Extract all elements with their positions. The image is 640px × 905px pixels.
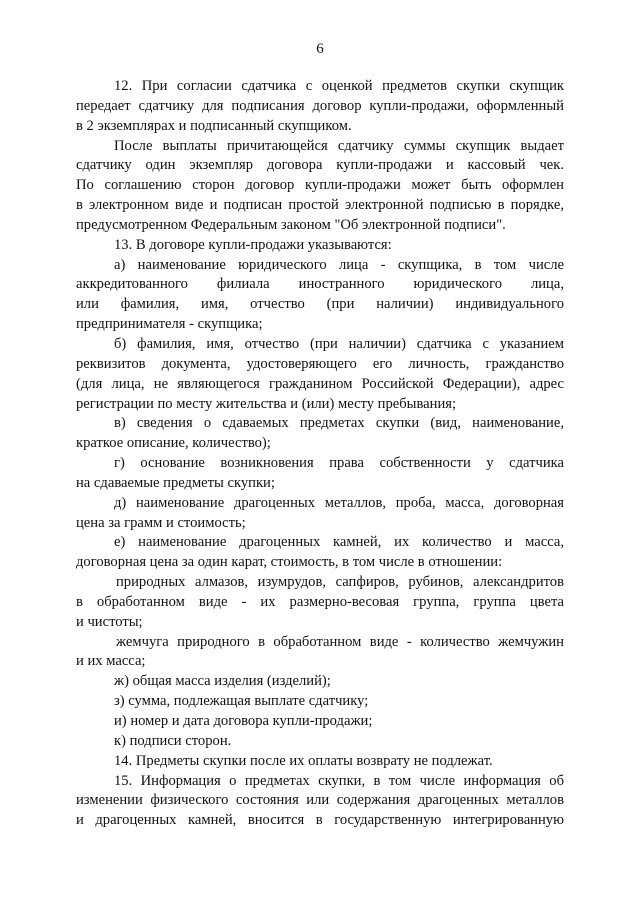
text-line: а) наименование юридического лица - скупщика, в том числе xyxy=(114,256,564,273)
text-line: изменении физического состояния или содержания драгоценных металлов xyxy=(76,792,564,809)
text-line: краткое описание, количество); xyxy=(76,435,271,452)
text-line: в обработанном виде - их размерно-весовая группа, группа цвета xyxy=(76,593,564,610)
text-line: сдатчику один экземпляр договора купли-продажи и кассовый чек. xyxy=(76,157,564,174)
text-line: в) сведения о сдаваемых предметах скупки (вид, наименование, xyxy=(114,415,564,432)
text-line: з) сумма, подлежащая выплате сдатчику; xyxy=(114,693,369,710)
text-line: По соглашению сторон договор купли-продажи может быть оформлен xyxy=(76,177,564,194)
text-line: реквизитов документа, удостоверяющего его личность, гражданство xyxy=(76,355,564,372)
text-line: аккредитованного филиала иностранного юридического лица, xyxy=(76,276,564,293)
text-line: е) наименование драгоценных камней, их количество и масса, xyxy=(114,534,564,551)
text-line: жемчуга природного в обработанном виде - количество жемчужин xyxy=(116,633,564,650)
text-line: (для лица, не являющегося гражданином Российской Федерации), адрес xyxy=(76,375,564,392)
text-line: и их масса; xyxy=(76,653,146,670)
text-line: 15. Информация о предметах скупки, в том числе информация об xyxy=(114,772,564,789)
text-line: в 2 экземплярах и подписанный скупщиком. xyxy=(76,117,352,134)
text-line: 12. При согласии сдатчика с оценкой предметов скупки скупщик xyxy=(114,78,564,94)
text-line: цена за грамм и стоимость; xyxy=(76,514,246,531)
text-line: и) номер и дата договора купли-продажи; xyxy=(114,713,373,729)
text-line: 13. В договоре купли-продажи указываются: xyxy=(114,236,392,253)
text-line: регистрации по месту жительства и (или) месту пребывания; xyxy=(76,395,457,412)
text-line: к) подписи сторон. xyxy=(114,732,232,749)
text-line: или фамилия, имя, отчество (при наличии) индивидуального xyxy=(76,296,564,313)
text-line: После выплаты причитающейся сдатчику суммы скупщик выдает xyxy=(114,137,564,154)
text-line: на сдаваемые предметы скупки; xyxy=(76,474,275,491)
text-line: предпринимателя - скупщика; xyxy=(76,316,263,333)
text-line: предусмотренном Федеральным законом "Об электронной подписи". xyxy=(76,216,506,233)
text-line: и драгоценных камней, вносится в государственную интегрированную xyxy=(76,812,564,829)
text-line: 14. Предметы скупки после их оплаты возврату не подлежат. xyxy=(114,752,493,769)
text-line: ж) общая масса изделия (изделий); xyxy=(114,673,331,690)
page-number: 6 xyxy=(316,41,324,57)
text-line: и чистоты; xyxy=(76,613,143,630)
text-line: договорная цена за один карат, стоимость, в том числе в отношении: xyxy=(76,554,503,571)
text-line: передает сдатчику для подписания договор купли-продажи, оформленный xyxy=(76,97,564,114)
text-line: д) наименование драгоценных металлов, проба, масса, договорная xyxy=(114,494,564,511)
text-line: г) основание возникновения права собственности у сдатчика xyxy=(114,455,564,472)
document-body xyxy=(76,77,564,831)
text-line: природных алмазов, изумрудов, сапфиров, рубинов, александритов xyxy=(116,574,564,591)
text-line: в электронном виде и подписан простой электронной подписью в порядке, xyxy=(76,197,564,214)
text-line: б) фамилия, имя, отчество (при наличии) сдатчика с указанием xyxy=(114,335,564,352)
